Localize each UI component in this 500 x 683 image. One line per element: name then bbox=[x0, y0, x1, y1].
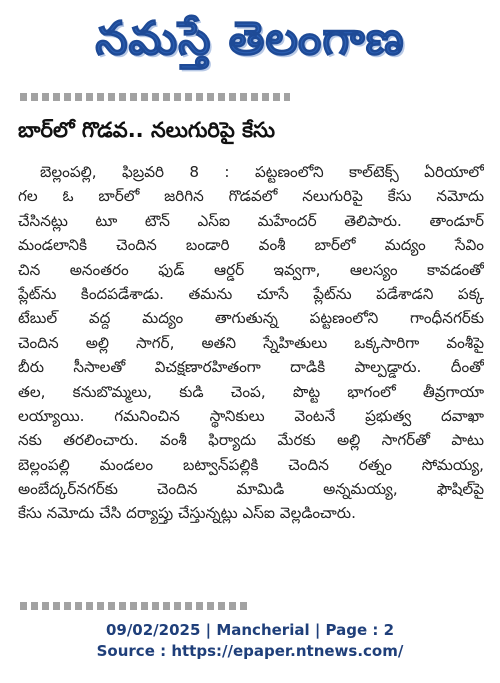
article-line: ప్లేట్‌ను కిందపడేశాడు. తమను చూసే ప్లేట్‌ను పడేశాడని పక్క bbox=[18, 284, 484, 303]
article-line: చేసినట్లు టూ టౌన్ ఎస్ఐ మహేందర్ తెలిపారు. తాండూర్ bbox=[18, 211, 484, 230]
article-line: బీరు సీసాలతో విచక్షణారహితంగా దాడికి పాల్పడ్డారు. దీంతో bbox=[18, 358, 484, 377]
article-line: అంబేద్కర్‌నగర్‌కు చెందిన మామిడి అన్నమయ్య, ఫౌషిల్‌పై bbox=[18, 480, 484, 499]
article-line: కేసు నమోదు చేసి దర్యాప్తు చేస్తున్నట్లు ఎస్ఐ వెల్లడించారు. bbox=[18, 504, 356, 523]
newspaper-logo: నమస్తే తెలంగాణ bbox=[95, 11, 405, 65]
article-line: తల, కనుబొమ్మలు, కుడి చెంప, పొట్ట భాగంలో తీవ్రగాయా bbox=[18, 382, 484, 401]
article-line: లయ్యాయి. గమనించిన స్థానికులు వెంటనే ప్రభుత్వ దవాఖా bbox=[18, 406, 484, 425]
clipped-text-edge-bottom bbox=[20, 602, 250, 610]
article-headline: బార్‌లో గొడవ.. నలుగురిపై కేసు bbox=[18, 118, 276, 142]
article-line: నకు తరలించారు. వంశీ ఫిర్యాదు మేరకు అల్లి సాగర్‌తో పాటు bbox=[18, 431, 484, 450]
article-body bbox=[18, 160, 484, 526]
article-line: బెల్లంపల్లి, ఫిబ్రవరి 8 : పట్టణంలోని కాల్‌టెక్స్ ఏరియాలో bbox=[40, 163, 484, 181]
article-line: గల ఓ బార్‌లో జరిగిన గొడవలో నలుగురిపై కేసు నమోదు bbox=[18, 187, 484, 206]
source-link[interactable]: Source : https://epaper.ntnews.com/ bbox=[96, 642, 404, 660]
masthead bbox=[0, 0, 500, 88]
footer bbox=[0, 620, 500, 661]
article-line: చిన అనంతరం ఫుడ్ ఆర్డర్ ఇవ్వగా, ఆలస్యం కావడంతో bbox=[18, 260, 484, 279]
clipped-text-edge-top bbox=[20, 93, 290, 101]
article-line: బెల్లంపల్లి మండలం బట్వాన్‌పల్లికి చెందిన రత్నం సోమయ్య, bbox=[18, 455, 484, 474]
article-line: చెందిన అల్లి సాగర్, అతని స్నేహితులు ఒక్కసారిగా వంశీపై bbox=[18, 333, 484, 352]
edition-info: 09/02/2025 | Mancherial | Page : 2 bbox=[105, 621, 395, 639]
article-line: మండలానికి చెందిన బండారి వంశీ బార్‌లో మద్యం సేవిం bbox=[18, 236, 484, 255]
article-line: టేబుల్ వద్ద మద్యం తాగుతున్న పట్టణంలోని గాంధీనగర్‌కు bbox=[18, 309, 484, 328]
